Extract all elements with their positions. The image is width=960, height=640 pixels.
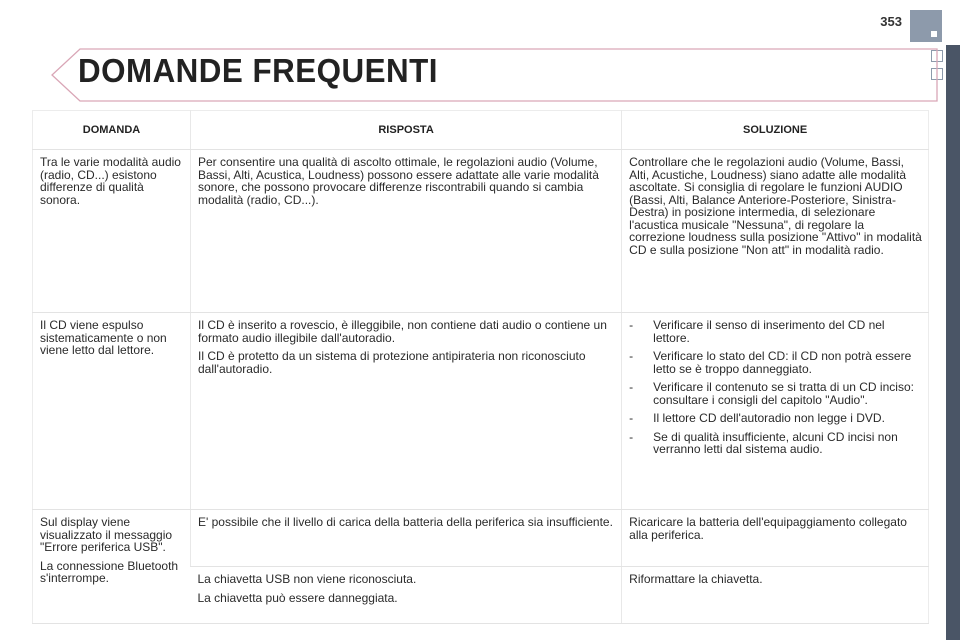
question-text: Tra le varie modalità audio (radio, CD...) esistono differenze di qualità sonora.: [40, 155, 181, 207]
column-header-domanda: DOMANDA: [33, 111, 191, 150]
column-header-soluzione: SOLUZIONE: [622, 111, 929, 150]
solution-text: Riformattare la chiavetta.: [629, 572, 763, 586]
list-item: - Verificare il senso di inserimento del CD nel lettore.: [629, 319, 922, 344]
table-row: [33, 313, 929, 510]
list-item: - Verificare lo stato del CD: il CD non potrà essere letto se è troppo danneggiato.: [629, 350, 922, 375]
table-row: [33, 510, 929, 567]
question-text: La connessione Bluetooth s'interrompe.: [40, 558, 179, 585]
solution-text: Ricaricare la batteria dell'equipaggiamento collegato alla periferica.: [629, 515, 907, 542]
question-cell: [33, 510, 191, 624]
answer-text: Il CD è inserito a rovescio, è illeggibile, non contiene dati audio o contiene un formato audio illegibile dall'autoradio.: [197, 318, 607, 345]
solution-cell: [622, 150, 929, 313]
answer-text: La chiavetta può essere danneggiata.: [197, 590, 398, 605]
answer-text: Per consentire una qualità di ascolto ottimale, le regolazioni audio (Volume, Bassi, Alti, Acustica, Loudness) possono essere adattate alle varie modalità sonore, che possono provocare differenze riscontrabili quando si cambia modalità (radio, CD...).: [197, 155, 599, 207]
solution-text: Controllare che le regolazioni audio (Volume, Bassi, Alti, Acustiche, Loudness) siano adatte alle modalità ascoltate. Si consiglia di regolare le funzioni AUDIO (Bassi, Alti, Balance Anteriore-Posteriore, Sinistra-Destra) in posizione intermedia, di selezionare l'acustica musicale "Nessuna", di regolare la correzione loudness sulla posizione "Attivo" in modalità CD e sulla posizione "Non att" in modalità radio.: [629, 155, 922, 257]
faq-table: [32, 110, 929, 624]
table-header-row: [33, 111, 929, 150]
solution-cell: [622, 567, 929, 624]
question-text: Il CD viene espulso sistematicamente o non viene letto dal lettore.: [40, 318, 167, 357]
solution-cell: [622, 510, 929, 567]
side-strip: [946, 45, 960, 640]
list-item: - Il lettore CD dell'autoradio non legge i DVD.: [629, 412, 922, 425]
solution-cell: [622, 313, 929, 510]
answer-text: Il CD è protetto da un sistema di protezione antipirateria non riconosciuto dall'autoradio.: [197, 349, 586, 376]
question-text: Sul display viene visualizzato il messaggio "Errore periferica USB".: [40, 515, 173, 554]
answer-cell: [190, 313, 621, 510]
chapter-tab: [910, 10, 942, 42]
column-header-risposta: RISPOSTA: [190, 111, 621, 150]
tab-marker-icon: [931, 31, 937, 37]
page-number: 353: [880, 14, 902, 29]
answer-cell: [190, 567, 621, 624]
answer-cell: [190, 150, 621, 313]
list-item: - Verificare il contenuto se si tratta di un CD inciso: consultare i consigli del capitolo "Audio".: [629, 381, 922, 406]
page-title: DOMANDE FREQUENTI: [78, 52, 438, 89]
solution-list: [629, 319, 922, 456]
question-cell: [33, 313, 191, 510]
question-cell: [33, 150, 191, 313]
answer-text: E' possibile che il livello di carica della batteria della periferica sia insufficiente.: [197, 515, 613, 529]
answer-text: La chiavetta USB non viene riconosciuta.: [197, 572, 417, 586]
table-row: [33, 150, 929, 313]
answer-cell: [190, 510, 621, 567]
list-item: - Se di qualità insufficiente, alcuni CD incisi non verranno letti dal sistema audio.: [629, 431, 922, 456]
